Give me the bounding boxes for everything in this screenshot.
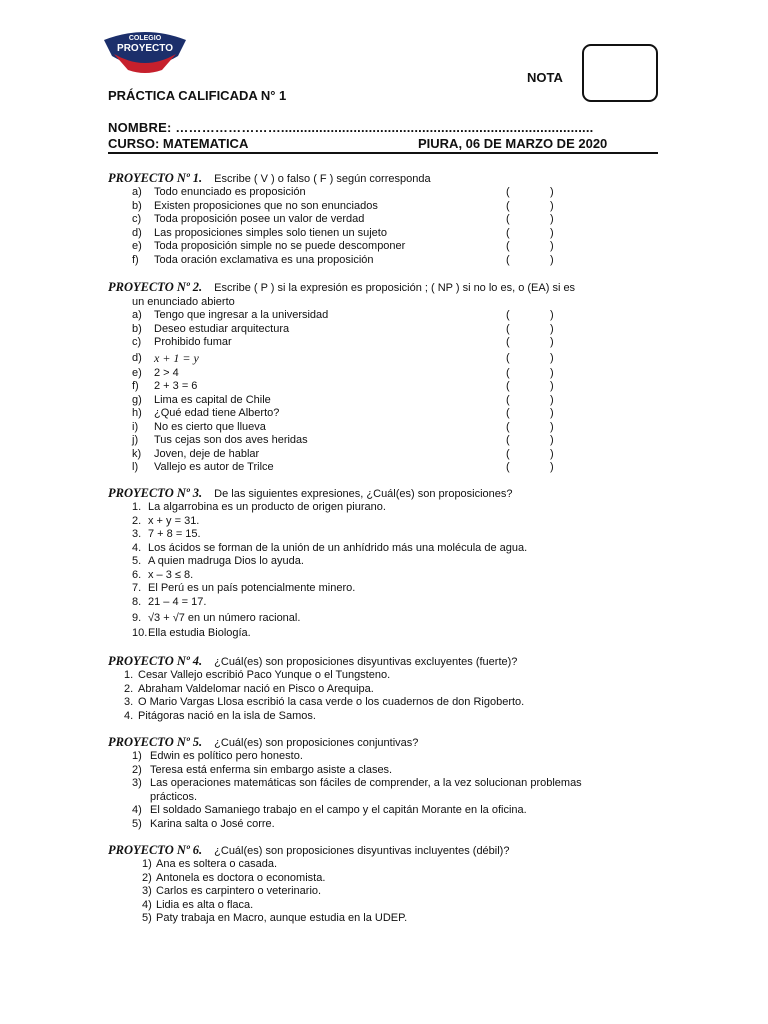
item-text: prácticos.: [150, 790, 198, 803]
item-marker: 1.: [132, 501, 142, 513]
answer-blank-open[interactable]: (: [506, 351, 510, 364]
item-marker: i): [132, 420, 139, 433]
item-text: Las proposiciones simples solo tienen un sujeto: [154, 226, 387, 239]
item-marker: c): [132, 336, 142, 348]
item-text: Prohibido fumar: [154, 336, 232, 348]
item-marker: 7.: [132, 582, 142, 594]
answer-blank-open[interactable]: (: [506, 407, 510, 419]
section-instruction: Escribe ( V ) o falso ( F ) según corresponda: [214, 173, 431, 185]
section-title: PROYECTO Nº 5.: [108, 735, 203, 749]
answer-blank-close[interactable]: ): [550, 380, 554, 392]
course-label: CURSO: MATEMATICA: [108, 136, 249, 151]
list-item: [108, 200, 668, 214]
item-marker: 9.: [132, 612, 142, 624]
answer-blank-open[interactable]: (: [506, 199, 510, 212]
item-marker: 4.: [132, 541, 142, 554]
item-marker: d): [132, 226, 142, 239]
item-text: 7 + 8 = 15.: [148, 528, 201, 540]
item-text: Ella estudia Biología.: [148, 627, 251, 639]
item-text: Joven, deje de hablar: [154, 447, 260, 460]
answer-blank-open[interactable]: (: [506, 380, 510, 392]
list-item: [108, 213, 668, 227]
item-marker: a): [132, 186, 142, 198]
list-item: [108, 609, 668, 627]
item-marker: h): [132, 407, 142, 419]
item-marker: e): [132, 366, 142, 379]
list-item: [108, 501, 668, 515]
list-item: [108, 777, 668, 791]
item-marker: 3.: [132, 528, 142, 540]
item-marker: a): [132, 309, 142, 321]
list-item: [108, 542, 668, 556]
answer-blank-close[interactable]: ): [550, 309, 554, 321]
answer-blank-open[interactable]: (: [506, 336, 510, 348]
question-section-6: [108, 843, 668, 926]
question-section-5: [108, 735, 668, 831]
item-marker: 3.: [124, 696, 134, 708]
section-heading: [108, 843, 668, 858]
item-text: La algarrobina es un producto de origen piurano.: [148, 501, 386, 513]
item-text: Los ácidos se forman de la unión de un anhídrido más una molécula de agua.: [148, 541, 528, 554]
item-text: Las operaciones matemáticas son fáciles de comprender, a la vez solucionan problemas: [150, 777, 582, 789]
section-title: PROYECTO Nº 3.: [108, 486, 203, 500]
date-label: PIURA, 06 DE MARZO DE 2020: [418, 136, 608, 151]
item-text: x + 1 = y: [154, 350, 199, 365]
list-item: [108, 885, 668, 899]
answer-blank-open[interactable]: (: [506, 366, 510, 379]
list-item: [108, 683, 668, 697]
question-section-2: [108, 280, 668, 475]
answer-blank-close[interactable]: ): [550, 186, 554, 198]
item-text: Cesar Vallejo escribió Paco Yunque o el Tungsteno.: [138, 669, 391, 681]
section-instruction: ¿Cuál(es) son proposiciones disyuntivas excluyentes (fuerte)?: [214, 656, 518, 668]
item-marker: b): [132, 322, 142, 335]
section-heading: [108, 171, 668, 186]
list-item: [108, 899, 668, 913]
item-text: Lidia es alta o flaca.: [156, 898, 254, 911]
list-item: [108, 380, 668, 394]
answer-blank-close[interactable]: ): [550, 226, 554, 239]
item-text: Vallejo es autor de Trilce: [154, 461, 274, 473]
item-text: Existen proposiciones que no son enunciados: [154, 199, 378, 212]
section-heading: [108, 486, 668, 501]
item-marker: d): [132, 351, 142, 364]
answer-blank-open[interactable]: (: [506, 434, 510, 446]
item-marker: b): [132, 199, 142, 212]
item-text: Deseo estudiar arquitectura: [154, 322, 290, 335]
item-text: Paty trabaja en Macro, aunque estudia en la UDEP.: [156, 912, 408, 924]
list-item: [108, 818, 668, 832]
list-item: [108, 309, 668, 323]
list-item: [108, 240, 668, 254]
list-item: [108, 872, 668, 886]
answer-blank-close[interactable]: ): [550, 213, 554, 225]
section-heading: [108, 654, 668, 669]
answer-blank-close[interactable]: ): [550, 336, 554, 348]
answer-blank-close[interactable]: ): [550, 351, 554, 364]
answer-blank-close[interactable]: ): [550, 461, 554, 473]
item-marker: 6.: [132, 568, 142, 581]
list-item: [108, 858, 668, 872]
answer-blank-open[interactable]: (: [506, 447, 510, 460]
list-item: [108, 434, 668, 448]
item-marker: f): [132, 253, 139, 266]
school-logo: [100, 26, 190, 74]
question-section-1: [108, 171, 668, 267]
item-text: Karina salta o José corre.: [150, 817, 275, 830]
item-text: Edwin es político pero honesto.: [150, 750, 303, 762]
section-instruction: De las siguientes expresiones, ¿Cuál(es) son proposiciones?: [214, 488, 513, 500]
item-marker: 1): [132, 750, 142, 762]
list-item: [108, 596, 668, 610]
list-item: [108, 569, 668, 583]
list-item: [108, 627, 668, 641]
item-marker: 4.: [124, 709, 134, 722]
item-text: A quien madruga Dios lo ayuda.: [148, 555, 304, 567]
list-item: [108, 186, 668, 200]
item-marker: 10.: [132, 627, 148, 639]
section-title: PROYECTO Nº 1.: [108, 171, 203, 185]
item-marker: 2): [142, 871, 152, 884]
item-marker: 1.: [124, 669, 134, 681]
list-item: [108, 804, 668, 818]
list-item: [108, 764, 668, 778]
item-marker: l): [132, 461, 139, 473]
section-instruction: ¿Cuál(es) son proposiciones disyuntivas incluyentes (débil)?: [214, 845, 510, 857]
item-text: Toda proposición posee un valor de verdad: [154, 213, 365, 225]
item-text: Todo enunciado es proposición: [154, 186, 306, 198]
item-marker: g): [132, 393, 142, 406]
answer-blank-close[interactable]: ): [550, 240, 554, 252]
item-text: Pitágoras nació en la isla de Samos.: [138, 709, 316, 722]
list-item: [108, 750, 668, 764]
item-marker: 4): [132, 804, 142, 816]
answer-blank-open[interactable]: (: [506, 393, 510, 406]
answer-blank-close[interactable]: ): [550, 366, 554, 379]
list-item: [108, 323, 668, 337]
item-text: El soldado Samaniego trabajo en el campo y el capitán Morante en la oficina.: [150, 804, 527, 816]
answer-blank-open[interactable]: (: [506, 309, 510, 321]
list-item: [108, 555, 668, 569]
list-item: [108, 515, 668, 529]
logo-line2: PROYECTO: [117, 43, 173, 54]
answer-blank-open[interactable]: (: [506, 186, 510, 198]
name-field[interactable]: NOMBRE: ……………………..................................................................................: [108, 120, 594, 135]
item-marker: j): [132, 434, 139, 446]
section-title: PROYECTO Nº 2.: [108, 280, 203, 294]
item-marker: 2.: [132, 514, 142, 527]
item-marker: 5): [132, 817, 142, 830]
section-instruction-cont: un enunciado abierto: [132, 296, 235, 308]
item-marker: 5.: [132, 555, 142, 567]
item-marker: f): [132, 380, 139, 392]
item-marker: 2): [132, 763, 142, 776]
list-item: [108, 448, 668, 462]
item-text: Carlos es carpintero o veterinario.: [156, 885, 322, 897]
answer-blank-close[interactable]: ): [550, 447, 554, 460]
answer-blank-open[interactable]: (: [506, 213, 510, 225]
answer-blank-open[interactable]: (: [506, 253, 510, 266]
item-text: 2 + 3 = 6: [154, 380, 198, 392]
item-text: x – 3 ≤ 8.: [148, 568, 194, 581]
list-item: [108, 582, 668, 596]
item-marker: 8.: [132, 595, 142, 608]
item-text: No es cierto que llueva: [154, 420, 266, 433]
list-item: [108, 394, 668, 408]
item-text: Ana es soltera o casada.: [156, 858, 278, 870]
answer-blank-open[interactable]: (: [506, 420, 510, 433]
nota-label: NOTA: [527, 70, 563, 85]
section-title: PROYECTO Nº 6.: [108, 843, 203, 857]
item-marker: 3): [132, 777, 142, 789]
answer-blank-open[interactable]: (: [506, 461, 510, 473]
list-item: [108, 791, 668, 805]
answer-blank-close[interactable]: ): [550, 393, 554, 406]
section-heading: [108, 735, 668, 750]
list-item: [108, 696, 668, 710]
item-text: O Mario Vargas Llosa escribió la casa verde o los cuadernos de don Rigoberto.: [138, 696, 525, 708]
list-item: [108, 669, 668, 683]
logo-line1: COLEGIO: [128, 35, 162, 42]
item-text: Tengo que ingresar a la universidad: [154, 309, 329, 321]
question-section-4: [108, 654, 668, 723]
item-marker: k): [132, 447, 142, 460]
item-text: Tus cejas son dos aves heridas: [154, 434, 308, 446]
answer-blank-open[interactable]: (: [506, 322, 510, 335]
item-text: √3 + √7 en un número racional.: [148, 612, 301, 624]
list-item: [108, 227, 668, 241]
page-title: PRÁCTICA CALIFICADA N° 1: [108, 88, 287, 103]
item-text: Toda proposición simple no se puede descomponer: [154, 240, 406, 252]
nota-box[interactable]: [582, 44, 658, 102]
section-instruction: ¿Cuál(es) son proposiciones conjuntivas?: [214, 737, 419, 749]
item-text: El Perú es un país potencialmente minero.: [148, 582, 356, 594]
item-text: Lima es capital de Chile: [154, 393, 271, 406]
item-text: 21 – 4 = 17.: [148, 595, 207, 608]
item-marker: c): [132, 213, 142, 225]
answer-blank-close[interactable]: ): [550, 407, 554, 419]
item-marker: 4): [142, 898, 152, 911]
item-marker: e): [132, 240, 142, 252]
item-marker: 5): [142, 912, 152, 924]
list-item: [108, 350, 668, 367]
list-item: [108, 407, 668, 421]
answer-blank-open[interactable]: (: [506, 226, 510, 239]
header-divider: [108, 152, 658, 154]
item-text: Antonela es doctora o economista.: [156, 871, 326, 884]
list-item: [108, 367, 668, 381]
section-heading: [108, 280, 668, 295]
answer-blank-open[interactable]: (: [506, 240, 510, 252]
item-text: Toda oración exclamativa es una proposición: [154, 253, 374, 266]
item-text: x + y = 31.: [148, 514, 200, 527]
logo-shield-icon: [100, 26, 190, 74]
list-item: [108, 421, 668, 435]
item-marker: 3): [142, 885, 152, 897]
item-text: Teresa está enferma sin embargo asiste a clases.: [150, 763, 393, 776]
item-marker: 2.: [124, 682, 134, 695]
list-item: [108, 710, 668, 724]
list-item: [108, 336, 668, 350]
question-section-3: [108, 486, 668, 641]
list-item: [108, 912, 668, 926]
list-item: [108, 254, 668, 268]
item-text: 2 > 4: [154, 366, 179, 379]
answer-blank-close[interactable]: ): [550, 434, 554, 446]
item-text: ¿Qué edad tiene Alberto?: [154, 407, 280, 419]
answer-blank-close[interactable]: ): [550, 420, 554, 433]
answer-blank-close[interactable]: ): [550, 322, 554, 335]
list-item: [108, 528, 668, 542]
section-title: PROYECTO Nº 4.: [108, 654, 203, 668]
item-marker: 1): [142, 858, 152, 870]
item-text: Abraham Valdelomar nació en Pisco o Arequipa.: [138, 682, 374, 695]
list-item: [108, 461, 668, 475]
answer-blank-close[interactable]: ): [550, 199, 554, 212]
section-instruction: Escribe ( P ) si la expresión es proposición ; ( NP ) si no lo es, o (EA) si es: [214, 282, 576, 294]
answer-blank-close[interactable]: ): [550, 253, 554, 266]
